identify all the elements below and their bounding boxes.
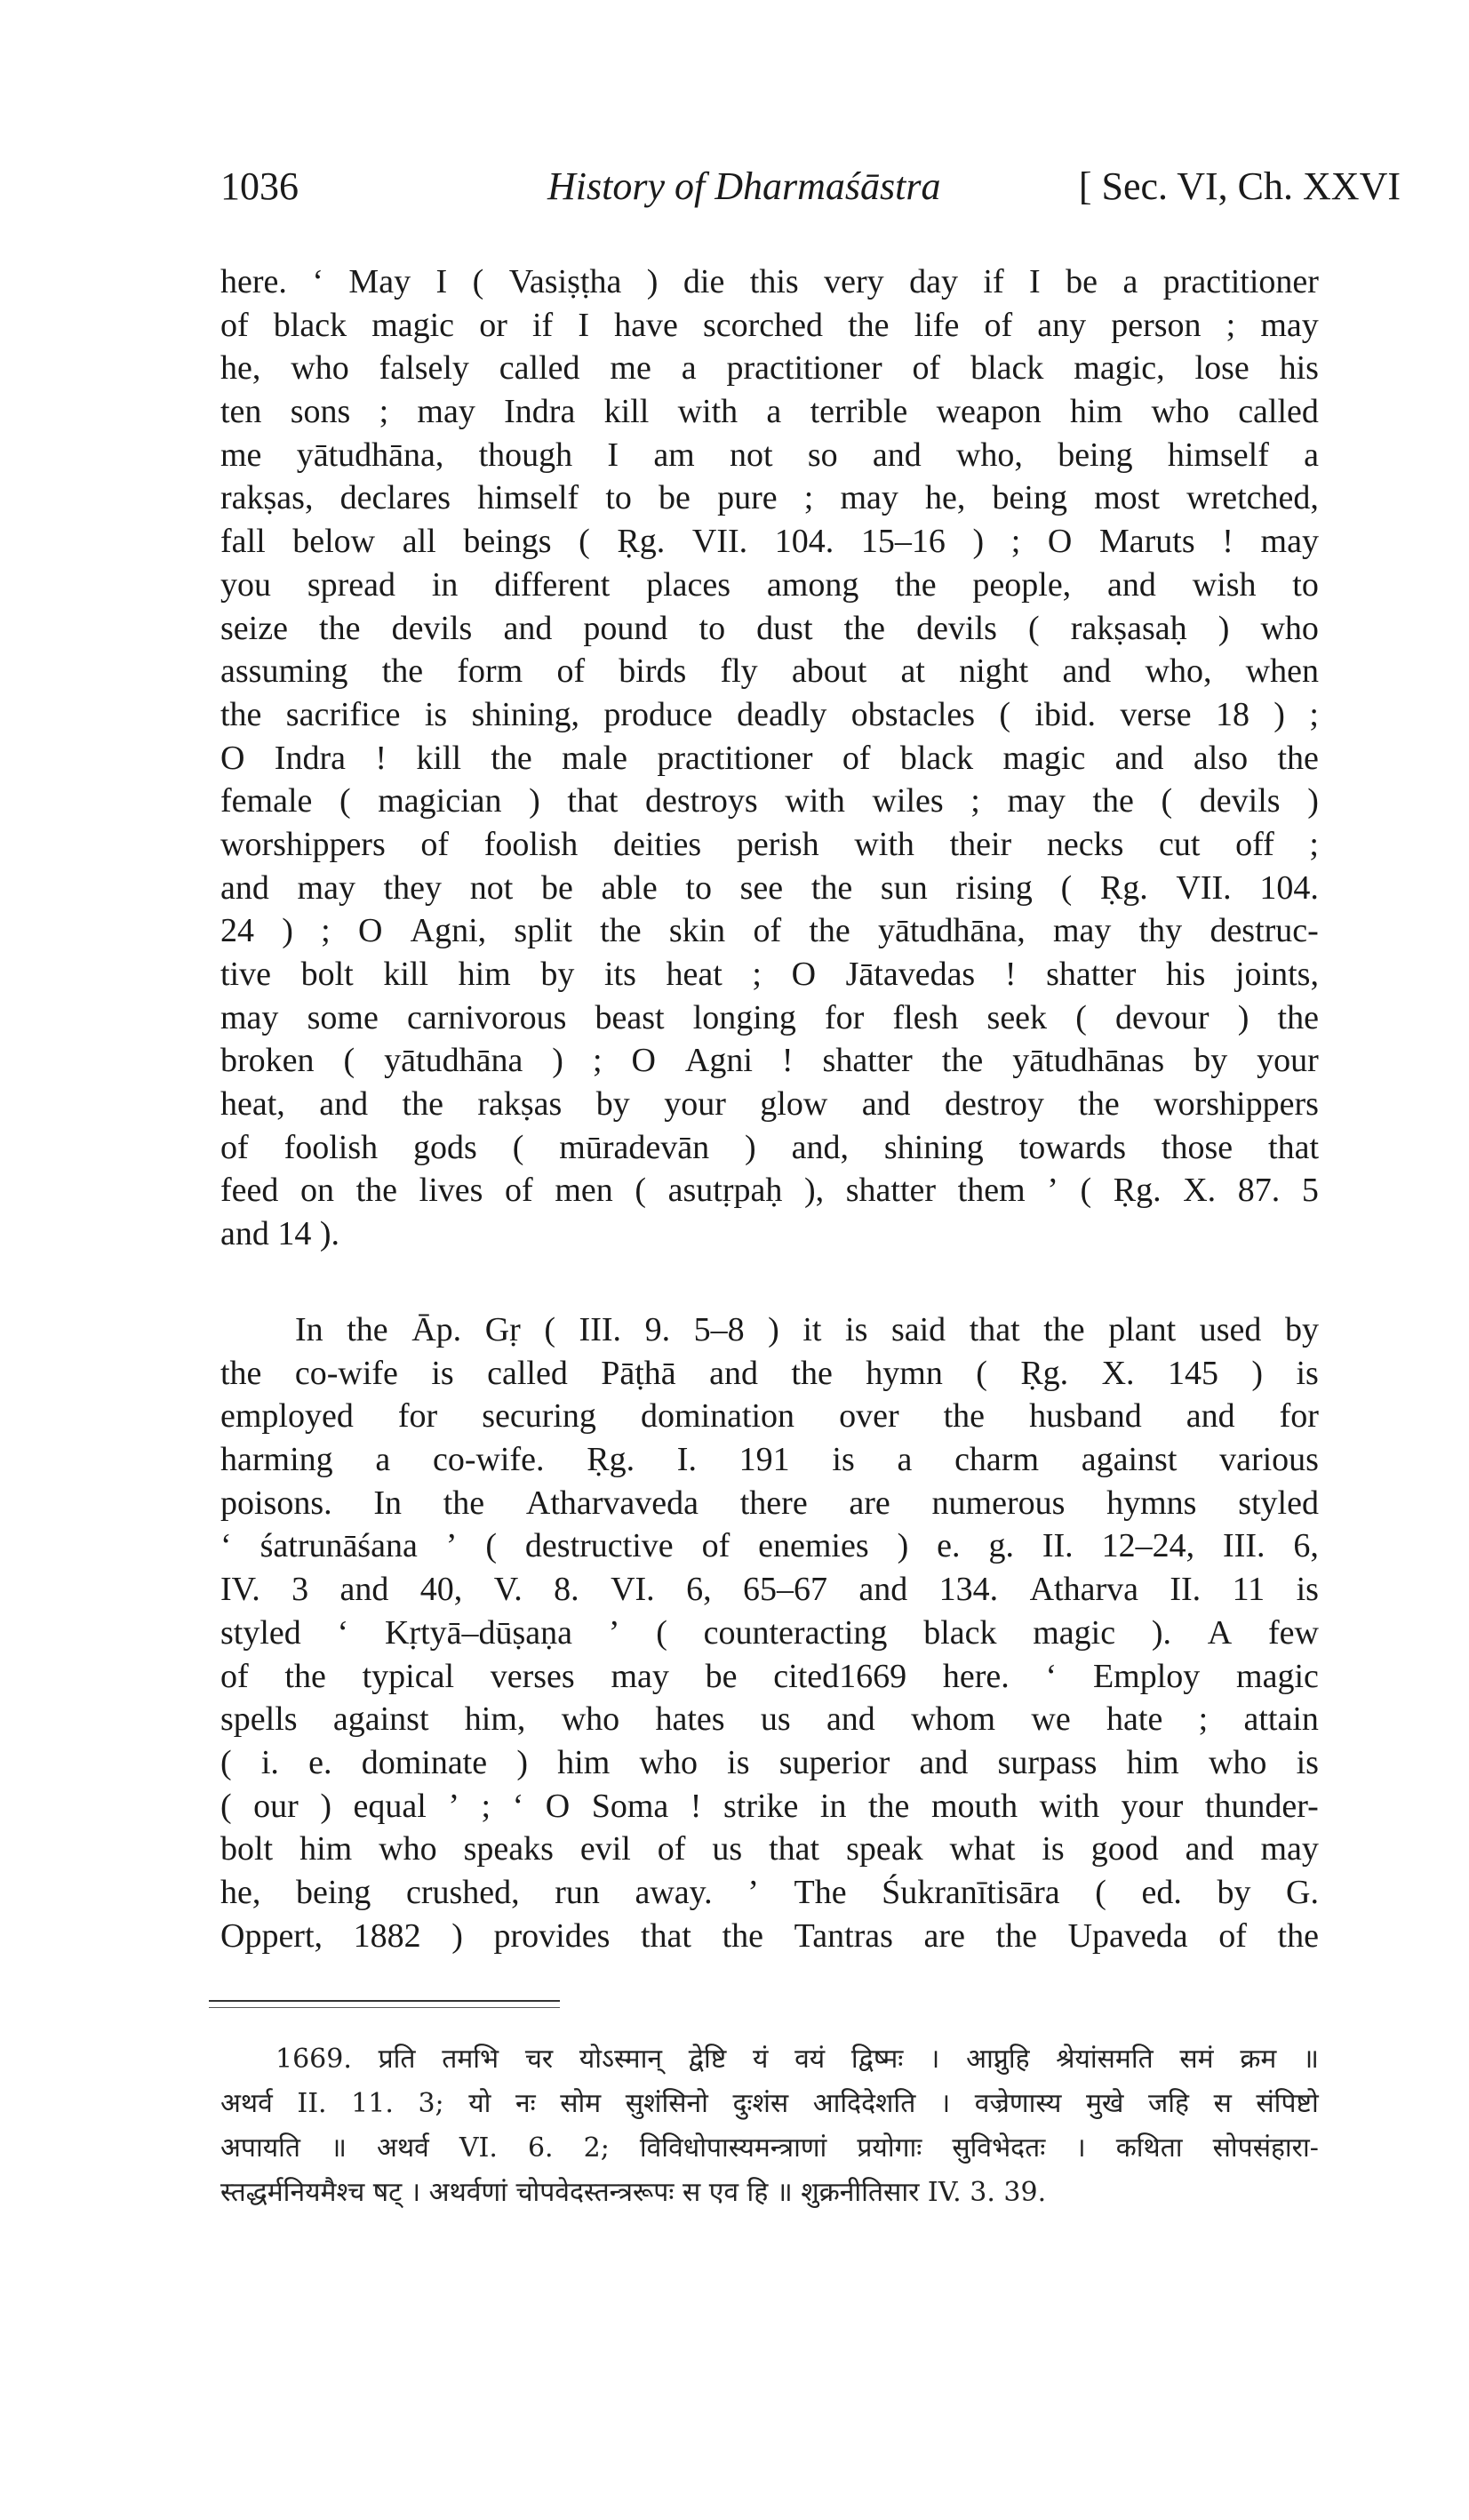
text-line: employed for securing domination over the husband and for — [220, 1397, 1319, 1436]
text-line: IV. 3 and 40, V. 8. VI. 6, 65–67 and 134. Atharva II. 11 is — [220, 1571, 1319, 1609]
text-line: assuming the form of birds fly about at night and who, when — [220, 652, 1319, 691]
footnote-1669 — [220, 2037, 1319, 2215]
text-line: bolt him who speaks evil of us that speak what is good and may — [220, 1830, 1319, 1868]
text-line: ‘ śatrunāśana ’ ( destructive of enemies ) e. g. II. 12–24, III. 6, — [220, 1527, 1319, 1565]
footnote-rule — [209, 2007, 560, 2008]
text-line: tive bolt kill him by its heat ; O Jātavedas ! shatter his joints, — [220, 956, 1319, 993]
text-line: rakṣas, declares himself to be pure ; may he, being most wretched, — [220, 479, 1319, 517]
text-line: spells against him, who hates us and whom we hate ; attain — [220, 1700, 1319, 1739]
running-header — [220, 164, 1401, 226]
text-line: may some carnivorous beast longing for flesh seek ( devour ) the — [220, 998, 1319, 1036]
text-line: of black magic or if I have scorched the life of any person ; may — [220, 306, 1319, 344]
text-line: O Indra ! kill the male practitioner of black magic and also the — [220, 739, 1319, 777]
text-line: here. ‘ May I ( Vasiṣṭha ) die this very day if I be a practitioner — [220, 263, 1319, 300]
paragraph-2 — [220, 1308, 1319, 1957]
text-line: of the typical verses may be cited1669 here. ‘ Employ magic — [220, 1657, 1319, 1695]
text-line: me yātudhāna, though I am not so and who, being himself a — [220, 436, 1319, 474]
text-line: the sacrifice is shining, produce deadly obstacles ( ibid. verse 18 ) ; — [220, 695, 1319, 733]
text-line: the co-wife is called Pāṭhā and the hymn ( Ṛg. X. 145 ) is — [220, 1354, 1319, 1392]
footnote-line: 1669. प्रति तमभि चर योऽस्मान् द्वेष्टि यं वयं द्विष्मः । आप्नुहि श्रेयांसमति समं क्रम ॥ — [275, 2044, 1319, 2075]
text-line: In the Āp. Gṛ ( III. 9. 5–8 ) it is said that the plant used by — [295, 1311, 1319, 1348]
text-line: ( i. e. dominate ) him who is superior and surpass him who is — [220, 1743, 1319, 1781]
paragraph-1 — [220, 260, 1319, 1256]
text-line: you spread in different places among the people, and wish to — [220, 565, 1319, 604]
text-line: of foolish gods ( mūradevān ) and, shining towards those that — [220, 1128, 1319, 1166]
text-line: and 14 ). — [220, 1215, 340, 1253]
section-reference: [ Sec. VI, Ch. XXVI — [1078, 164, 1401, 208]
footnote-rule — [209, 2000, 560, 2002]
footnote-line: स्तद्धर्मनियमैश्च षट् । अथर्वणां चोपवेदस्तन्त्ररूपः स एव हि ॥ शुक्रनीतिसार IV. 3. 39. — [220, 2177, 1047, 2208]
footnote-line: अपायति ॥ अथर्व VI. 6. 2; विविधोपास्यमन्त्राणां प्रयोगाः सुविभेदतः । कथिता सोपसंहारा- — [220, 2132, 1319, 2164]
text-line: ( our ) equal ’ ; ‘ O Soma ! strike in the mouth with your thunder- — [220, 1787, 1319, 1825]
text-line: heat, and the rakṣas by your glow and destroy the worshippers — [220, 1085, 1319, 1124]
text-line: he, being crushed, run away. ’ The Śukranītisāra ( ed. by G. — [220, 1873, 1319, 1911]
text-line: ten sons ; may Indra kill with a terrible weapon him who called — [220, 393, 1319, 431]
text-line: 24 ) ; O Agni, split the skin of the yātudhāna, may thy destruc- — [220, 912, 1319, 950]
text-line: feed on the lives of men ( asutṛpaḥ ), shatter them ’ ( Ṛg. X. 87. 5 — [220, 1172, 1319, 1210]
footnote-line: अथर्व II. 11. 3; यो नः सोम सुशंसिनो दुःशंस आदिदेशति । वज्रेणास्य मुखे जहि स संपिष्टो — [220, 2088, 1319, 2119]
text-line: broken ( yātudhāna ) ; O Agni ! shatter the yātudhānas by your — [220, 1042, 1319, 1080]
text-line: and may they not be able to see the sun rising ( Ṛg. VII. 104. — [220, 868, 1319, 907]
text-line: he, who falsely called me a practitioner of black magic, lose his — [220, 349, 1319, 388]
text-line: fall below all beings ( Ṛg. VII. 104. 15–16 ) ; O Maruts ! may — [220, 523, 1319, 561]
page-number: 1036 — [220, 164, 299, 208]
text-line: styled ‘ Kṛtyā–dūṣaṇa ’ ( counteracting black magic ). A few — [220, 1613, 1319, 1652]
text-line: harming a co-wife. Ṛg. I. 191 is a charm against various — [220, 1441, 1319, 1479]
running-title: History of Dharmaśāstra — [547, 164, 941, 208]
text-line: seize the devils and pound to dust the devils ( rakṣasaḥ ) who — [220, 609, 1319, 647]
text-line: poisons. In the Atharvaveda there are numerous hymns styled — [220, 1484, 1319, 1522]
text-line: Oppert, 1882 ) provides that the Tantras are the Upaveda of the — [220, 1916, 1319, 1955]
text-line: worshippers of foolish deities perish with their necks cut off ; — [220, 825, 1319, 863]
text-line: female ( magician ) that destroys with wiles ; may the ( devils ) — [220, 782, 1319, 820]
